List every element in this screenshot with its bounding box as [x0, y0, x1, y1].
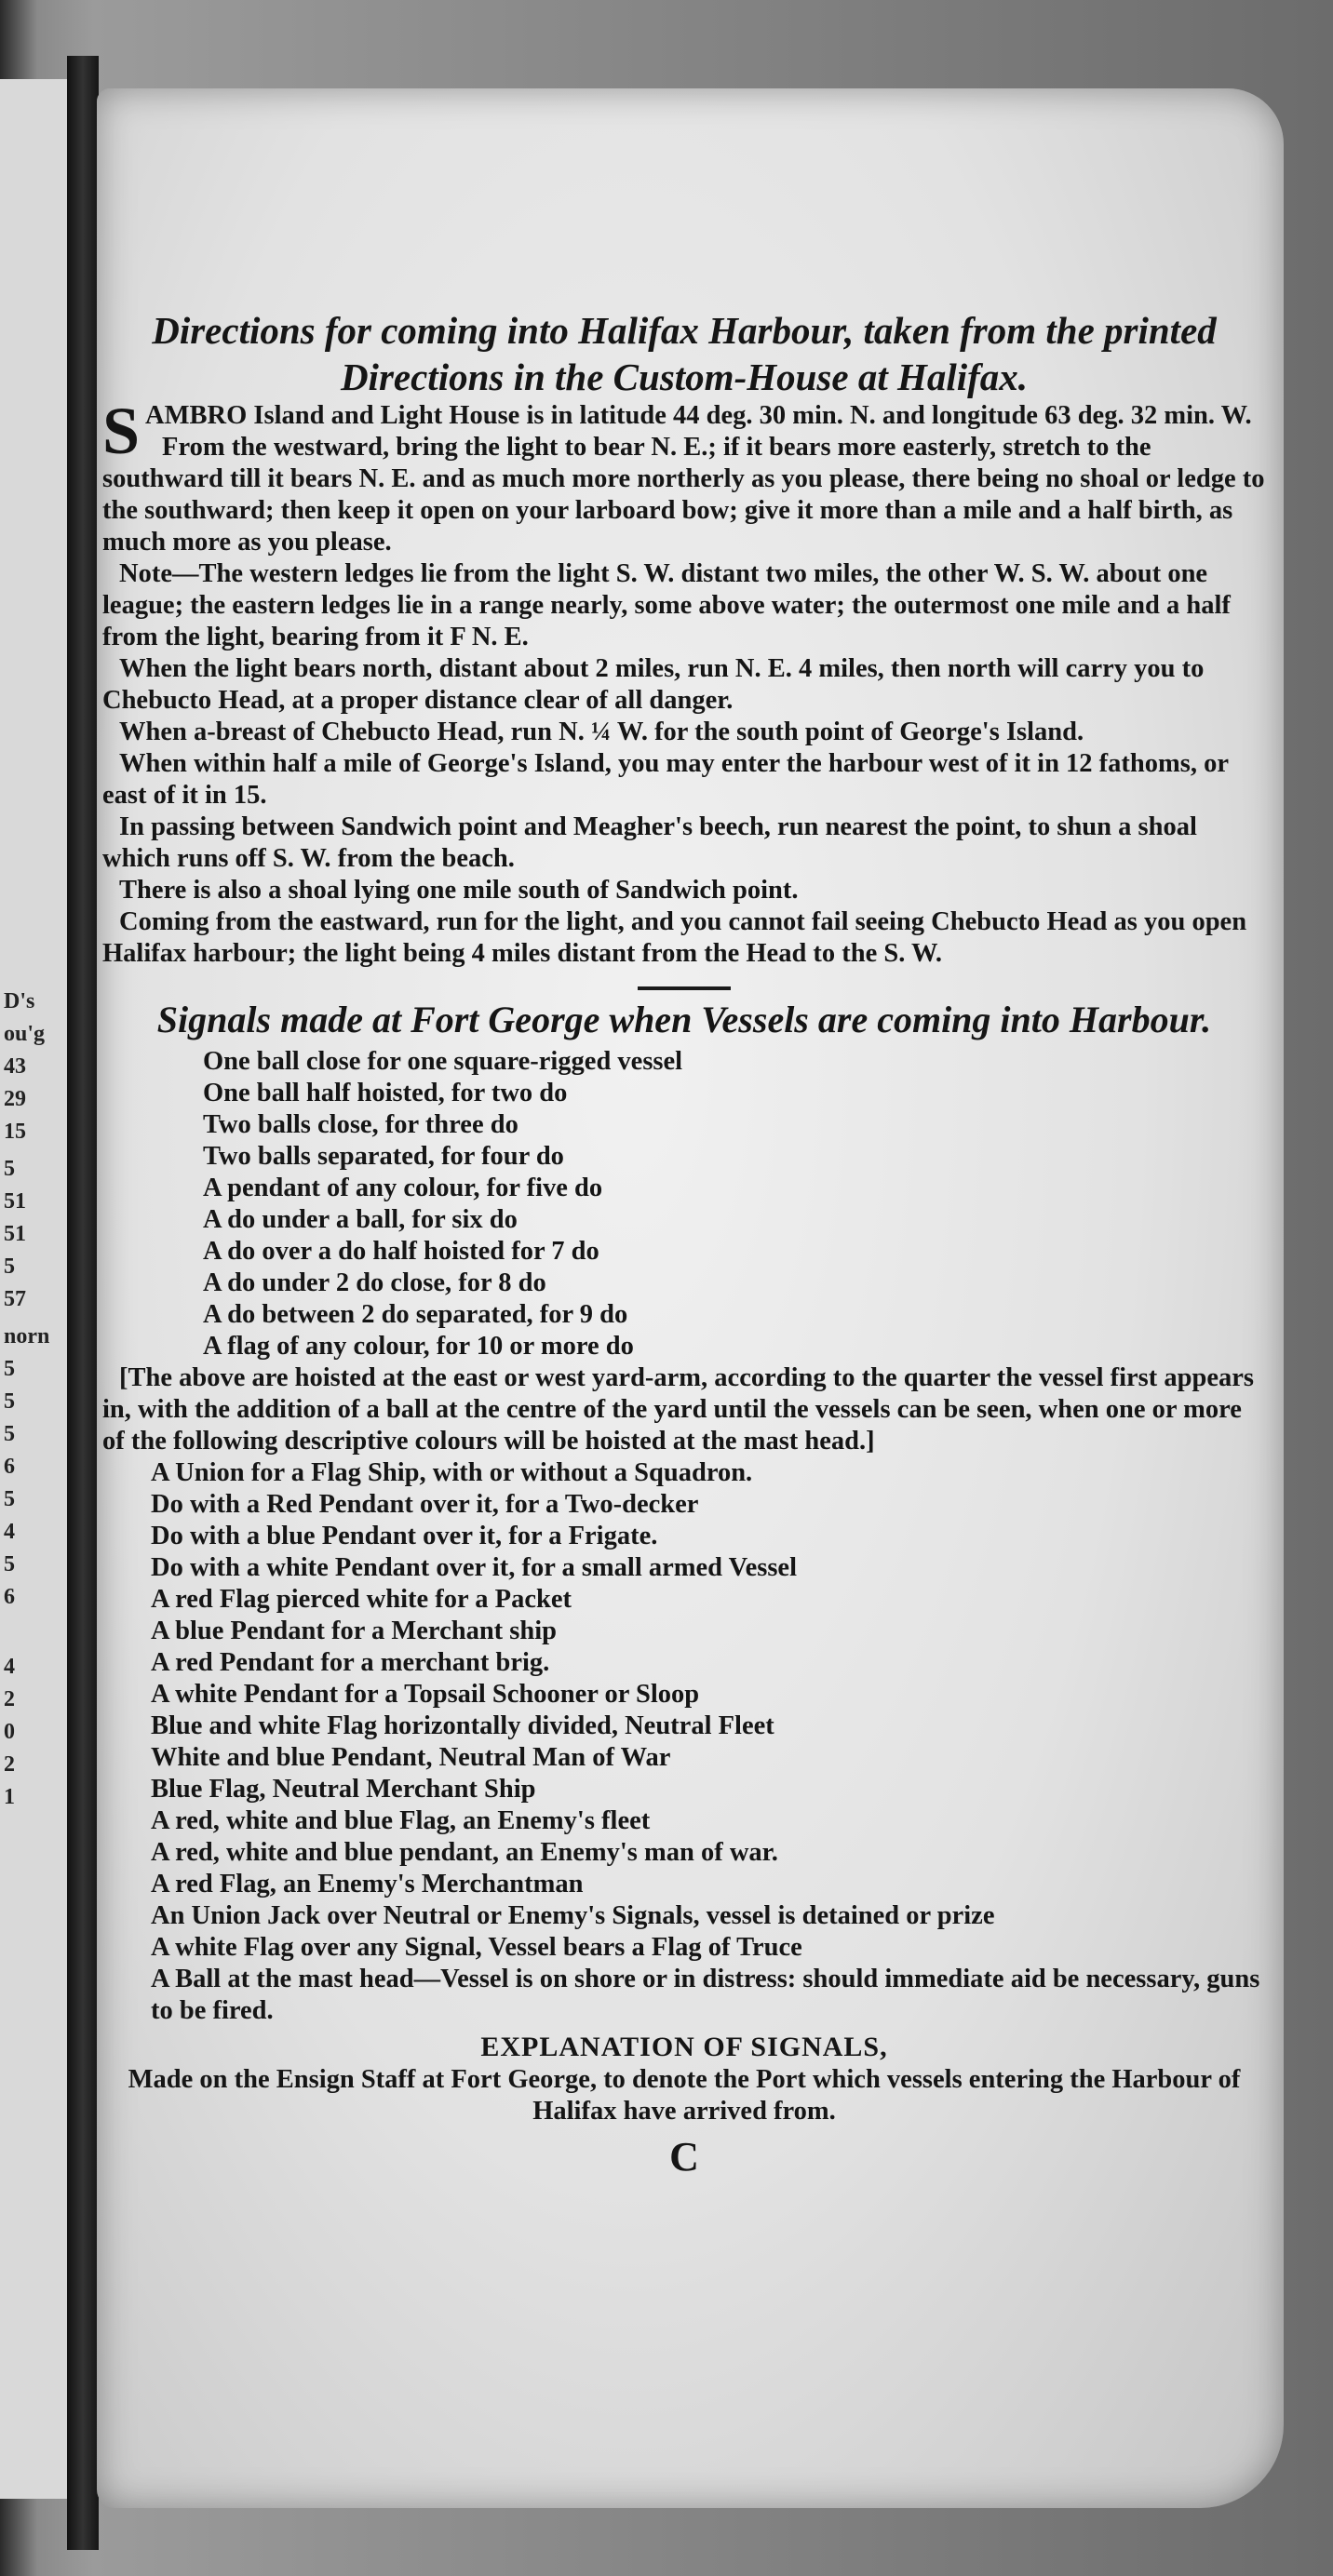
left-fragment-12: 5 [4, 1389, 15, 1414]
left-fragment-18: 6 [4, 1585, 15, 1609]
ball-signal-item: A do between 2 do separated, for 9 do [203, 1300, 628, 1329]
paragraph-latitude-text: AMBRO Island and Light House is in latitude 44 deg. 30 min. N. and longitude 63 deg. 32 min. W. [145, 401, 1252, 430]
left-fragment-10: norn [4, 1324, 50, 1348]
left-fragment-2: 43 [4, 1054, 26, 1079]
ball-signal-item: A flag of any colour, for 10 or more do [203, 1332, 634, 1361]
flag-signal-list [102, 1457, 1266, 2027]
flag-signal-item: A Union for a Flag Ship, with or without a Squadron. [151, 1458, 753, 1487]
flag-signal-item: A red Flag pierced white for a Packet [151, 1585, 572, 1614]
left-fragment-22: 2 [4, 1752, 15, 1777]
directions-body [102, 394, 1266, 970]
paragraph-westward: From the westward, bring the light to bear N. E.; if it bears more easterly, stretch to the southward till it bears N. E. and as much more northerly as you please, there being no shoal or ledge to the southward; then keep it open on your larboard bow; give it more than a mile and a half birth, as much more as you please. [102, 433, 1265, 557]
explanation-body: Made on the Ensign Staff at Fort George, to denote the Port which vessels entering the Harbour of Halifax have arrived from. [128, 2065, 1241, 2126]
flag-signal-item: White and blue Pendant, Neutral Man of War [151, 1743, 671, 1772]
left-fragment-16: 4 [4, 1520, 15, 1544]
signals-title: Signals made at Fort George when Vessels are coming into Harbour. [156, 999, 1212, 1040]
ball-signal-list [102, 1046, 1266, 1362]
section-divider [638, 986, 731, 990]
flag-signal-item: Do with a Red Pendant over it, for a Two-decker [151, 1490, 699, 1519]
ball-signal-item: A do under 2 do close, for 8 do [203, 1268, 546, 1297]
ball-signal-item: Two balls separated, for four do [203, 1142, 564, 1171]
paragraph-georges-island: When within half a mile of George's Island, you may enter the harbour west of it in 12 fathoms, or east of it in 15. [102, 749, 1229, 810]
paragraph-eastward: Coming from the eastward, run for the light, and you cannot fail seeing Chebucto Head as you open Halifax harbour; the light being 4 miles distant from the Head to the S. W. [102, 907, 1247, 968]
flag-signal-item: Do with a blue Pendant over it, for a Frigate. [151, 1522, 658, 1550]
flag-signal-item: An Union Jack over Neutral or Enemy's Signals, vessel is detained or prize [151, 1901, 995, 1930]
paragraph-sandwich-point: In passing between Sandwich point and Meagher's beech, run nearest the point, to shun a shoal which runs off S. W. from the beach. [102, 812, 1197, 873]
ball-signal-item: Two balls close, for three do [203, 1110, 518, 1139]
left-fragment-6: 51 [4, 1189, 26, 1214]
left-fragment-20: 2 [4, 1687, 15, 1711]
flag-signal-item: A red, white and blue pendant, an Enemy's man of war. [151, 1838, 778, 1867]
left-fragment-19: 4 [4, 1655, 15, 1679]
left-fragment-23: 1 [4, 1785, 15, 1809]
flag-signal-item: Blue and white Flag horizontally divided, Neutral Fleet [151, 1711, 774, 1740]
left-fragment-8: 5 [4, 1254, 15, 1279]
left-fragment-4: 15 [4, 1120, 26, 1144]
left-fragment-3: 29 [4, 1087, 26, 1111]
flag-signal-item: A red, white and blue Flag, an Enemy's fleet [151, 1806, 651, 1835]
paragraph-chebucto: When a-breast of Chebucto Head, run N. ¼ W. for the south point of George's Island. [119, 718, 1084, 746]
bracket-note: [The above are hoisted at the east or west yard-arm, according to the quarter the vessel first appears in, with the addition of a ball at the centre of the yard until the vessels can be seen, when one or more of the following descriptive colours will be hoisted at the mast head.] [102, 1363, 1254, 1456]
left-fragment-5: 5 [4, 1157, 15, 1181]
left-fragment-9: 57 [4, 1287, 26, 1311]
flag-signal-item: A white Pendant for a Topsail Schooner or Sloop [151, 1680, 700, 1709]
ball-signal-item: A pendant of any colour, for five do [203, 1174, 603, 1202]
ball-signal-item: A do over a do half hoisted for 7 do [203, 1237, 599, 1266]
paragraph-shoal: There is also a shoal lying one mile south of Sandwich point. [119, 876, 799, 905]
left-fragment-11: 5 [4, 1357, 15, 1381]
ball-signal-item: A do under a ball, for six do [203, 1205, 518, 1234]
left-fragment-21: 0 [4, 1720, 15, 1744]
paragraph-latitude [102, 394, 1266, 468]
ball-signal-item: One ball close for one square-rigged vessel [203, 1047, 683, 1076]
flag-signal-item: A white Flag over any Signal, Vessel bears a Flag of Truce [151, 1933, 802, 1962]
left-fragment-14: 6 [4, 1455, 15, 1479]
flag-signal-item: A red Pendant for a merchant brig. [151, 1648, 550, 1677]
left-fragment-15: 5 [4, 1487, 15, 1511]
book-binding-edge [67, 56, 99, 2550]
left-fragment-7: 51 [4, 1222, 26, 1246]
paragraph-north: When the light bears north, distant about 2 miles, run N. E. 4 miles, then north will carry you to Chebucto Head, at a proper distance clear of all danger. [102, 654, 1205, 715]
flag-signal-item: Do with a white Pendant over it, for a small armed Vessel [151, 1553, 797, 1582]
flag-signal-item: A blue Pendant for a Merchant ship [151, 1617, 557, 1645]
signature-mark: C [669, 2134, 699, 2180]
flag-signal-item: Blue Flag, Neutral Merchant Ship [151, 1775, 536, 1804]
flag-signal-item: A red Flag, an Enemy's Merchantman [151, 1870, 584, 1898]
paragraph-note: Note—The western ledges lie from the light S. W. distant two miles, the other W. S. W. about one league; the eastern ledges lie in a range nearly, some above water; the outermost one mile and a half from the light, bearing from it F N. E. [102, 559, 1231, 651]
drop-cap: S [102, 394, 141, 468]
document-title: Directions for coming into Halifax Harbour, taken from the printed Directions in the Custom-House at Halifax. [152, 309, 1217, 398]
left-fragment-1: ou'g [4, 1022, 46, 1046]
explanation-title: EXPLANATION OF SIGNALS, [480, 2032, 888, 2062]
left-fragment-13: 5 [4, 1422, 15, 1446]
left-fragment-17: 5 [4, 1552, 15, 1576]
document-content [102, 307, 1266, 2180]
left-fragment-0: D's [4, 989, 35, 1013]
flag-signal-item: A Ball at the mast head—Vessel is on shore or in distress: should immediate aid be necessary, guns to be fired. [151, 1965, 1260, 2025]
ball-signal-item: One ball half hoisted, for two do [203, 1079, 568, 1107]
